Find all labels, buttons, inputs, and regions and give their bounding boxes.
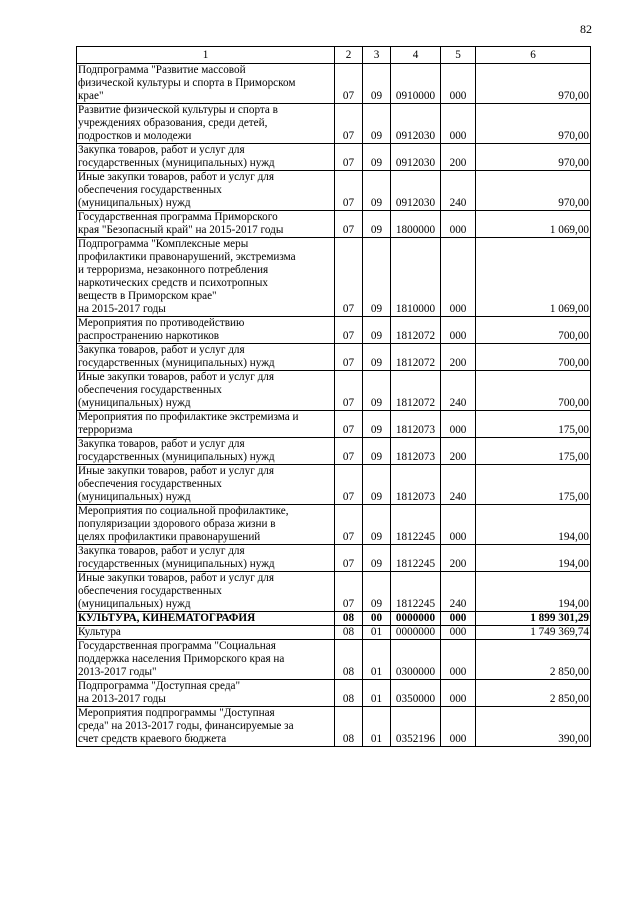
subsection-code-cell: 01: [363, 640, 391, 680]
row-name-cell: Мероприятия по противодействию распространению наркотиков: [77, 317, 335, 344]
target-article-cell: 1812245: [391, 545, 441, 572]
table-header-row: [77, 47, 591, 64]
table-row: [77, 545, 591, 572]
table-row: [77, 411, 591, 438]
target-article-cell: 1812072: [391, 371, 441, 411]
column-header: 6: [476, 47, 591, 64]
expense-type-cell: 000: [441, 612, 476, 626]
amount-cell: 700,00: [476, 344, 591, 371]
target-article-cell: 1812245: [391, 505, 441, 545]
target-article-cell: 1812073: [391, 411, 441, 438]
column-header: 5: [441, 47, 476, 64]
expense-type-cell: 000: [441, 238, 476, 317]
amount-cell: 175,00: [476, 465, 591, 505]
expense-type-cell: 240: [441, 465, 476, 505]
table-row: [77, 317, 591, 344]
target-article-cell: 1812072: [391, 344, 441, 371]
subsection-code-cell: 09: [363, 211, 391, 238]
expense-type-cell: 200: [441, 545, 476, 572]
target-article-cell: 1812072: [391, 317, 441, 344]
expense-type-cell: 240: [441, 572, 476, 612]
section-code-cell: 07: [335, 317, 363, 344]
amount-cell: 970,00: [476, 144, 591, 171]
section-code-cell: 08: [335, 612, 363, 626]
table-row: [77, 171, 591, 211]
section-code-cell: 07: [335, 572, 363, 612]
section-code-cell: 07: [335, 505, 363, 545]
target-article-cell: 1812073: [391, 438, 441, 465]
section-code-cell: 07: [335, 104, 363, 144]
amount-cell: 194,00: [476, 545, 591, 572]
amount-cell: 700,00: [476, 371, 591, 411]
row-name-cell: Государственная программа "Социальная поддержка населения Приморского края на 2013-2017 годы": [77, 640, 335, 680]
subsection-code-cell: 09: [363, 64, 391, 104]
expense-type-cell: 240: [441, 171, 476, 211]
row-name-cell: Государственная программа Приморского края "Безопасный край" на 2015-2017 годы: [77, 211, 335, 238]
subsection-code-cell: 09: [363, 438, 391, 465]
amount-cell: 970,00: [476, 64, 591, 104]
expense-type-cell: 000: [441, 64, 476, 104]
target-article-cell: 1812245: [391, 572, 441, 612]
expense-type-cell: 000: [441, 626, 476, 640]
section-code-cell: 07: [335, 144, 363, 171]
amount-cell: 1 749 369,74: [476, 626, 591, 640]
row-name-cell: Культура: [77, 626, 335, 640]
amount-cell: 390,00: [476, 707, 591, 747]
row-name-cell: Иные закупки товаров, работ и услуг для обеспечения государственных (муниципальных) нужд: [77, 465, 335, 505]
subsection-code-cell: 09: [363, 411, 391, 438]
table-row: [77, 344, 591, 371]
target-article-cell: 0912030: [391, 144, 441, 171]
subsection-code-cell: 09: [363, 505, 391, 545]
expense-type-cell: 000: [441, 640, 476, 680]
target-article-cell: 0910000: [391, 64, 441, 104]
subsection-code-cell: 09: [363, 238, 391, 317]
section-code-cell: 07: [335, 371, 363, 411]
subsection-code-cell: 01: [363, 680, 391, 707]
table-row: [77, 465, 591, 505]
column-header: 3: [363, 47, 391, 64]
amount-cell: 2 850,00: [476, 640, 591, 680]
target-article-cell: 1800000: [391, 211, 441, 238]
expense-type-cell: 000: [441, 411, 476, 438]
table-row: [77, 572, 591, 612]
column-header: 1: [77, 47, 335, 64]
expense-type-cell: 000: [441, 211, 476, 238]
column-header: 2: [335, 47, 363, 64]
amount-cell: 970,00: [476, 171, 591, 211]
target-article-cell: 0352196: [391, 707, 441, 747]
subsection-code-cell: 09: [363, 545, 391, 572]
section-code-cell: 07: [335, 64, 363, 104]
subsection-code-cell: 09: [363, 371, 391, 411]
table-row: [77, 438, 591, 465]
row-name-cell: Закупка товаров, работ и услуг для государственных (муниципальных) нужд: [77, 545, 335, 572]
row-name-cell: Закупка товаров, работ и услуг для государственных (муниципальных) нужд: [77, 344, 335, 371]
target-article-cell: 0300000: [391, 640, 441, 680]
section-code-cell: 07: [335, 238, 363, 317]
row-name-cell: Подпрограмма "Комплексные меры профилактики правонарушений, экстремизма и терроризма, незаконного потребления наркотических средств и психотропных веществ в Приморском крае" на 2015-2017 годы: [77, 238, 335, 317]
amount-cell: 194,00: [476, 505, 591, 545]
section-code-cell: 07: [335, 465, 363, 505]
expense-type-cell: 200: [441, 344, 476, 371]
subsection-code-cell: 01: [363, 626, 391, 640]
target-article-cell: 0000000: [391, 612, 441, 626]
section-code-cell: 07: [335, 438, 363, 465]
row-name-cell: Мероприятия по социальной профилактике, популяризации здорового образа жизни в целях профилактики правонарушений: [77, 505, 335, 545]
section-code-cell: 08: [335, 707, 363, 747]
amount-cell: 970,00: [476, 104, 591, 144]
table-row: [77, 626, 591, 640]
expense-type-cell: 000: [441, 680, 476, 707]
table-row: [77, 104, 591, 144]
section-code-cell: 07: [335, 545, 363, 572]
section-code-cell: 07: [335, 171, 363, 211]
expense-type-cell: 240: [441, 371, 476, 411]
table-row: [77, 211, 591, 238]
target-article-cell: 0000000: [391, 626, 441, 640]
section-code-cell: 07: [335, 211, 363, 238]
section-code-cell: 08: [335, 680, 363, 707]
row-name-cell: Иные закупки товаров, работ и услуг для обеспечения государственных (муниципальных) нужд: [77, 572, 335, 612]
target-article-cell: 1812073: [391, 465, 441, 505]
expense-type-cell: 200: [441, 438, 476, 465]
table-row: [77, 64, 591, 104]
row-name-cell: Мероприятия подпрограммы "Доступная среда" на 2013-2017 годы, финансируемые за счет средств краевого бюджета: [77, 707, 335, 747]
target-article-cell: 1810000: [391, 238, 441, 317]
amount-cell: 1 069,00: [476, 238, 591, 317]
subsection-code-cell: 01: [363, 707, 391, 747]
amount-cell: 1 899 301,29: [476, 612, 591, 626]
row-name-cell: Подпрограмма "Развитие массовой физической культуры и спорта в Приморском крае": [77, 64, 335, 104]
amount-cell: 2 850,00: [476, 680, 591, 707]
table-row: [77, 505, 591, 545]
expense-type-cell: 000: [441, 505, 476, 545]
section-code-cell: 07: [335, 344, 363, 371]
amount-cell: 194,00: [476, 572, 591, 612]
amount-cell: 700,00: [476, 317, 591, 344]
target-article-cell: 0912030: [391, 171, 441, 211]
subsection-code-cell: 09: [363, 171, 391, 211]
subsection-code-cell: 09: [363, 144, 391, 171]
budget-table: [76, 46, 591, 747]
table-row: [77, 707, 591, 747]
expense-type-cell: 000: [441, 707, 476, 747]
amount-cell: 175,00: [476, 438, 591, 465]
section-code-cell: 08: [335, 640, 363, 680]
table-row: [77, 371, 591, 411]
table-row: [77, 640, 591, 680]
row-name-cell: Развитие физической культуры и спорта в учреждениях образования, среди детей, подростков и молодежи: [77, 104, 335, 144]
target-article-cell: 0350000: [391, 680, 441, 707]
section-code-cell: 08: [335, 626, 363, 640]
row-name-cell: Мероприятия по профилактике экстремизма и терроризма: [77, 411, 335, 438]
subsection-code-cell: 09: [363, 317, 391, 344]
target-article-cell: 0912030: [391, 104, 441, 144]
subsection-code-cell: 09: [363, 344, 391, 371]
subsection-code-cell: 09: [363, 465, 391, 505]
table-row: [77, 238, 591, 317]
row-name-cell: КУЛЬТУРА, КИНЕМАТОГРАФИЯ: [77, 612, 335, 626]
row-name-cell: Подпрограмма "Доступная среда" на 2013-2017 годы: [77, 680, 335, 707]
row-name-cell: Закупка товаров, работ и услуг для государственных (муниципальных) нужд: [77, 144, 335, 171]
section-code-cell: 07: [335, 411, 363, 438]
column-header: 4: [391, 47, 441, 64]
expense-type-cell: 000: [441, 104, 476, 144]
subsection-code-cell: 00: [363, 612, 391, 626]
subsection-code-cell: 09: [363, 104, 391, 144]
page-number: 82: [580, 22, 592, 36]
row-name-cell: Иные закупки товаров, работ и услуг для обеспечения государственных (муниципальных) нужд: [77, 171, 335, 211]
table-row: [77, 612, 591, 626]
amount-cell: 175,00: [476, 411, 591, 438]
row-name-cell: Закупка товаров, работ и услуг для государственных (муниципальных) нужд: [77, 438, 335, 465]
row-name-cell: Иные закупки товаров, работ и услуг для обеспечения государственных (муниципальных) нужд: [77, 371, 335, 411]
amount-cell: 1 069,00: [476, 211, 591, 238]
table-row: [77, 680, 591, 707]
subsection-code-cell: 09: [363, 572, 391, 612]
table-row: [77, 144, 591, 171]
expense-type-cell: 000: [441, 317, 476, 344]
expense-type-cell: 200: [441, 144, 476, 171]
